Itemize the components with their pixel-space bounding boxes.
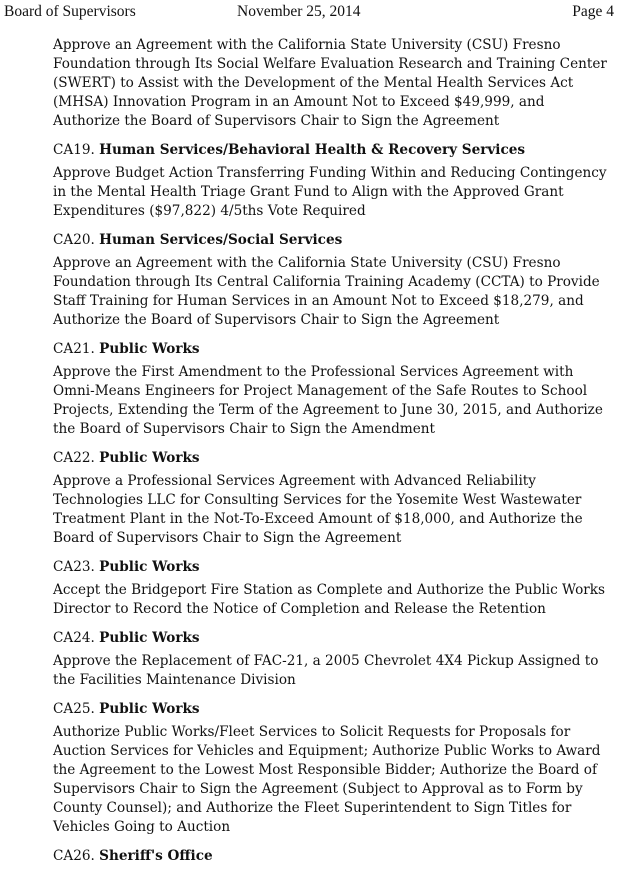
agenda-item-department: Public Works: [99, 559, 200, 575]
agenda-item-department: Human Services/Social Services: [99, 232, 343, 248]
header-date: November 25, 2014: [237, 3, 361, 20]
agenda-item-department: Public Works: [99, 450, 200, 466]
agenda-item-number: CA21.: [53, 341, 95, 357]
agenda-item-description: Approve the First Amendment to the Professional Services Agreement with Omni-Means Engineers for Project Management of the Safe Routes to School Projects, Extending the Term of the Agreement to June 30, 2015, and Authorize the Board of Supervisors Chair to Sign the Amendment: [53, 364, 603, 437]
agenda-item-description: Approve an Agreement with the California State University (CSU) Fresno Foundation through Its Central California Training Academy (CCTA) to Provide Staff Training for Human Services in an Amount Not to Exceed $18,279, and Authorize the Board of Supervisors Chair to Sign the Agreement: [53, 255, 600, 328]
agenda-item-description: Approve a Professional Services Agreement with Advanced Reliability Technologies LLC for Consulting Services for the Yosemite West Wastewater Treatment Plant in the Not-To-Exceed Amount of $18,000, and Authorize the Board of Supervisors Chair to Sign the Agreement: [53, 473, 583, 546]
agenda-item-number: CA20.: [53, 232, 95, 248]
agenda-item-description: Authorize Public Works/Fleet Services to Solicit Requests for Proposals for Auction Services for Vehicles and Equipment; Authorize Public Works to Award the Agreement to the Lowest Most Responsible Bidder; Authorize the Board of Supervisors Chair to Sign the Agreement (Subject to Approval as to Form by County Counsel); and Authorize the Fleet Superintendent to Sign Titles for Vehicles Going to Auction: [53, 724, 601, 835]
header-board-title: Board of Supervisors: [4, 3, 136, 20]
agenda-item-number: CA24.: [53, 630, 95, 646]
page-header: [0, 3, 620, 23]
agenda-item-heading: [53, 141, 615, 160]
agenda-item-department: Human Services/Behavioral Health & Recovery Services: [99, 142, 526, 158]
agenda-item-ca26: [53, 847, 615, 866]
agenda-item-ca24: [53, 629, 615, 690]
agenda-item-number: CA23.: [53, 559, 95, 575]
agenda-item-heading: [53, 231, 615, 250]
agenda-item-department: Public Works: [99, 701, 200, 717]
agenda-item-description: Approve Budget Action Transferring Funding Within and Reducing Contingency in the Mental Health Triage Grant Fund to Align with the Approved Grant Expenditures ($97,822) 4/5ths Vote Required: [53, 165, 607, 219]
continued-item-description: Approve an Agreement with the California State University (CSU) Fresno Foundation through Its Social Welfare Evaluation Research and Training Center (SWERT) to Assist with the Development of the Mental Health Services Act (MHSA) Innovation Program in an Amount Not to Exceed $49,999, and Authorize the Board of Supervisors Chair to Sign the Agreement: [53, 37, 607, 129]
agenda-item-heading: [53, 558, 615, 577]
agenda-item-ca19: [53, 141, 615, 221]
agenda-item-ca23: [53, 558, 615, 619]
agenda-content: [53, 36, 615, 870]
agenda-item-heading: [53, 629, 615, 648]
agenda-item-ca22: [53, 449, 615, 548]
agenda-item-heading: [53, 700, 615, 719]
agenda-item-ca21: [53, 340, 615, 439]
agenda-item-number: CA25.: [53, 701, 95, 717]
agenda-item-department: Public Works: [99, 341, 200, 357]
agenda-item-ca20: [53, 231, 615, 330]
agenda-item-heading: [53, 340, 615, 359]
agenda-item-number: CA19.: [53, 142, 95, 158]
agenda-item-heading: [53, 847, 615, 866]
agenda-item-department: Sheriff's Office: [99, 848, 213, 864]
agenda-item-heading: [53, 449, 615, 468]
agenda-item-ca25: [53, 700, 615, 837]
header-page-number: Page 4: [572, 3, 614, 20]
agenda-item-number: CA22.: [53, 450, 95, 466]
agenda-item-description: Accept the Bridgeport Fire Station as Complete and Authorize the Public Works Director to Record the Notice of Completion and Release the Retention: [53, 582, 605, 617]
agenda-item-description: Approve the Replacement of FAC-21, a 2005 Chevrolet 4X4 Pickup Assigned to the Facilities Maintenance Division: [53, 653, 599, 688]
agenda-item-department: Public Works: [99, 630, 200, 646]
agenda-item-number: CA26.: [53, 848, 95, 864]
